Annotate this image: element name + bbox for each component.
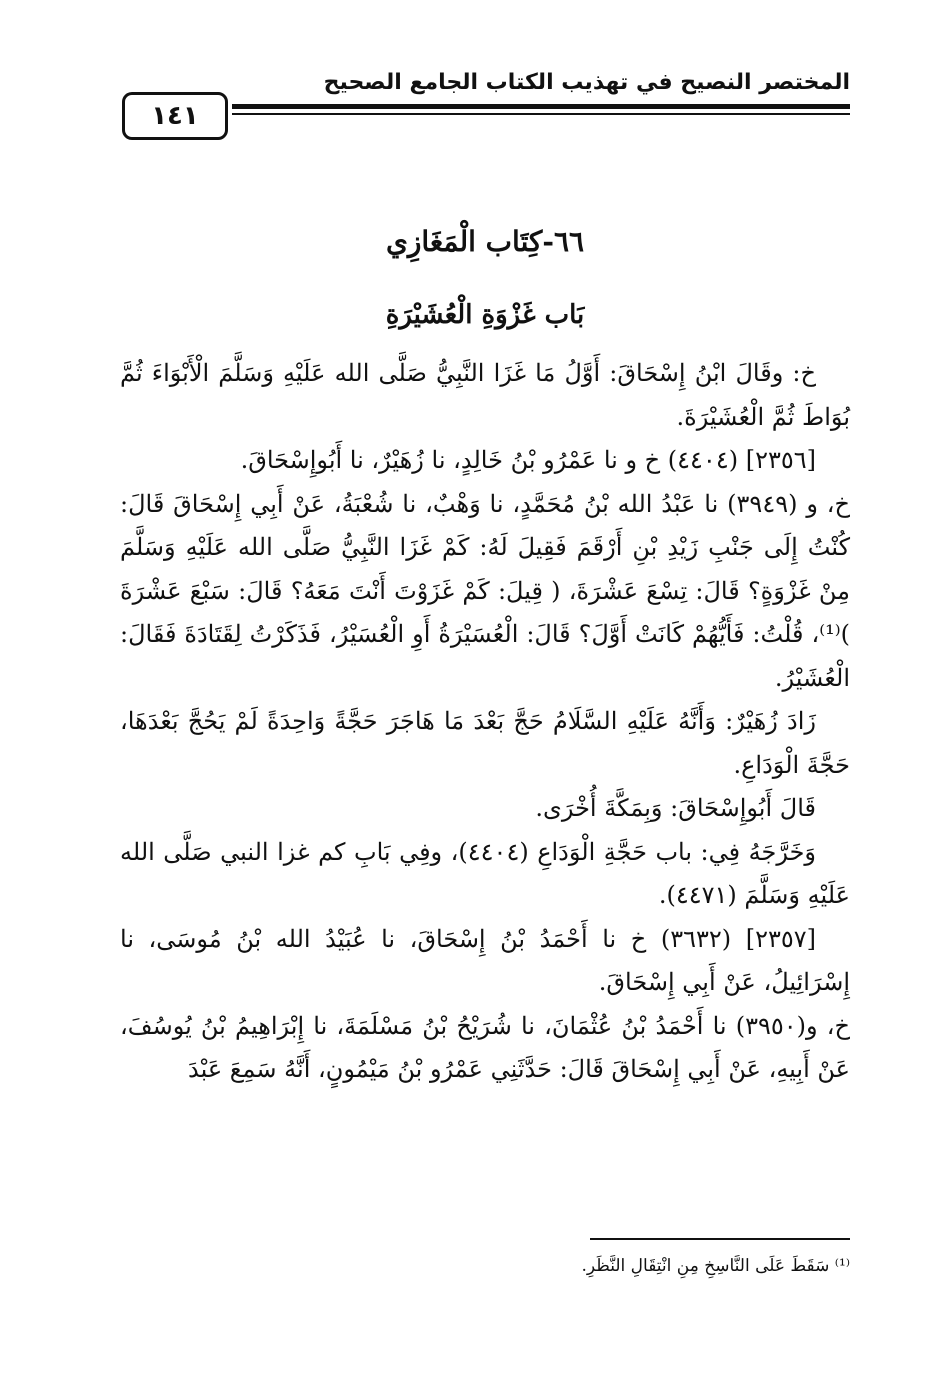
- book-title: ٦٦-كِتَاب الْمَغَازِي: [385, 225, 585, 258]
- paragraph: زَادَ زُهَيْرٌ: وَأَنَّهُ عَلَيْهِ السَّلَامُ حَجَّ بَعْدَ مَا هَاجَرَ حَجَّةً وَاحِدَةً لَمْ يَحُجَّ بَعْدَهَا، حَجَّةَ الْوَدَاعِ.: [120, 707, 850, 779]
- paragraph: خ: وقَالَ ابْنُ إِسْحَاقَ: أَوَّلُ مَا غَزَا النَّبِيُّ صَلَّى الله عَلَيْهِ وَسَلَّمَ الْأَبْوَاءَ ثُمَّ بُوَاطَ ثُمَّ الْعُشَيْرَةَ.: [120, 359, 850, 431]
- paragraph: خ، و (٣٩٤٩) نا عَبْدُ الله بْنُ مُحَمَّدٍ، نا وَهْبٌ، نا شُعْبَةُ، عَنْ أَبِي إِسْحَاقَ قَالَ: كُنْتُ إِلَى جَنْبِ زَيْدِ بْنِ أَرْقَمَ فَقِيلَ لَهُ: كَمْ غَزَا النَّبِيُّ صَلَّى الله عَلَيْهِ وَسَلَّمَ مِنْ غَزْوَةٍ؟ قَالَ: تِسْعَ عَشْرَةَ، ( قِيلَ: كَمْ غَزَوْتَ أَنْتَ مَعَهُ؟ قَالَ: سَبْعَ عَشْرَةَ )⁽¹⁾، قُلْتُ: فَأَيُّهُمْ كَانَتْ أَوَّلَ؟ قَالَ: الْعُسَيْرَةُ أَوِ الْعُسَيْرُ، فَذَكَرْتُ لِقَتَادَةَ فَقَالَ: الْعُشَيْرُ.: [120, 489, 851, 692]
- paragraph: خ، و(٣٩٥٠) نا أَحْمَدُ بْنُ عُثْمَانَ، نا شُرَيْحُ بْنُ مَسْلَمَةَ، نا إِبْرَاهِيمُ بْنُ يُوسُفَ، عَنْ أَبِيهِ، عَنْ أَبِي إِسْحَاقَ قَالَ: حَدَّثَنِي عَمْرُو بْنُ مَيْمُونٍ، أَنَّهُ سَمِعَ عَبْدَ: [120, 1011, 850, 1083]
- body-text: [120, 352, 850, 1092]
- paragraph: وَخَرَّجَهُ فِي: باب حَجَّةِ الْوَدَاعِ (٤٤٠٤)، وفِي بَابِ كم غزا النبي صَلَّى الله عَلَيْهِ وَسَلَّمَ (٤٤٧١).: [120, 837, 850, 909]
- paragraph: [٢٣٥٧] (٣٦٣٢) خ نا أَحْمَدُ بْنُ إِسْحَاقَ، نا عُبَيْدُ الله بْنُ مُوسَى، نا إِسْرَائِيلُ، عَنْ أَبِي إِسْحَاقَ.: [120, 924, 850, 996]
- paragraph: [٢٣٥٦] (٤٤٠٤) خ و نا عَمْرُو بْنُ خَالِدٍ، نا زُهَيْرٌ، نا أَبُوإِسْحَاقَ.: [240, 446, 816, 474]
- footnote: ⁽¹⁾ سَقَطَ عَلَى النَّاسِخِ مِنِ انْتِقَالِ النَّظَرِ.: [581, 1256, 850, 1276]
- paragraph: قَالَ أَبُوإِسْحَاقَ: وَبِمَكَّةَ أُخْرَى.: [535, 794, 816, 822]
- header-rule: [232, 104, 850, 109]
- header-rule-secondary: [232, 113, 850, 115]
- chapter-title: بَاب غَزْوَةِ الْعُشَيْرَةِ: [385, 300, 585, 330]
- page-number: ١٤١: [122, 92, 228, 140]
- running-header-title: المختصر النصيح في تهذيب الكتاب الجامع الصحيح: [323, 70, 850, 95]
- footnote-divider: [590, 1238, 850, 1240]
